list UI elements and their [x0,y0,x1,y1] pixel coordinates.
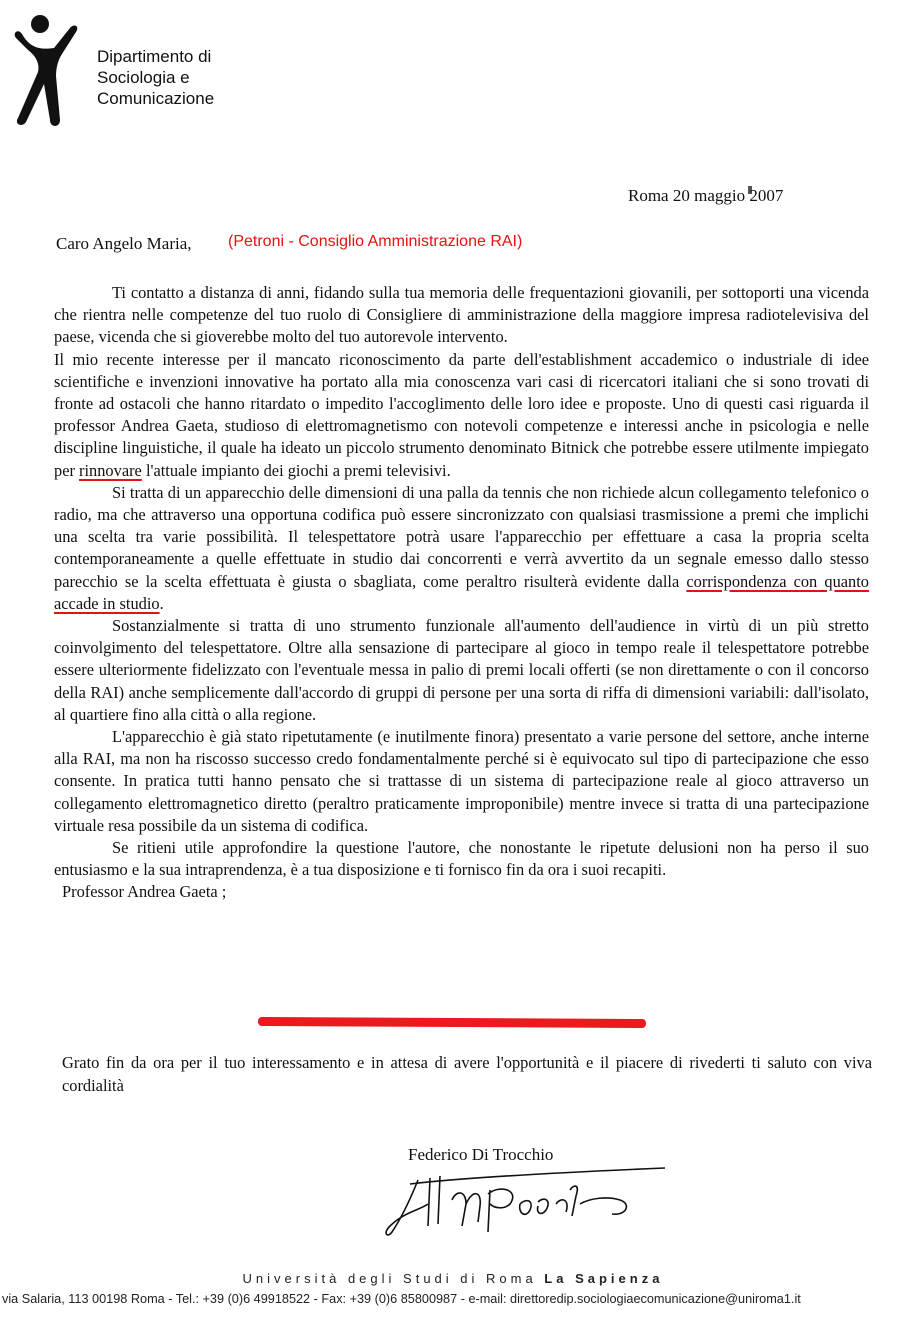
department-name [97,46,214,109]
paragraph-3-end: . [159,593,164,613]
highlight-rinnovare: rinnovare [79,460,142,480]
red-annotation: (Petroni - Consiglio Amministrazione RAI) [228,233,523,250]
department-line-2: Sociologia e [97,68,190,87]
paragraph-3-start: Si tratta di un apparecchio delle dimensioni di una palla da tennis che non richiede alcun collegamento telefonico o radio, ma che attraverso una opportuna codifica può essere sincronizzato con qualsiasi trasmissione a premi che implichi una scelta tra varie possibilità. Il telespettatore potrà usare l'apparecchio per effettuare a casa la propria scelta contemporaneamente a quelle effettuate in studio dai concorrenti e verrà avvertito da un segnale emesso dallo stesso parecchio se la scelta effettuata è giusta o sbagliata, come peraltro risulterà evidente dalla [54,482,869,591]
paragraph-1: Ti contatto a distanza di anni, fidando sulla tua memoria delle frequentazioni giovanili, per sottoporti una vicenda che rientra nelle competenze del tuo ruolo di Consigliere di amministrazione della maggiore impresa radiotelevisiva del paese, vicenda che si gioverebbe molto del tuo autorevole intervento. [54,283,869,347]
paragraph-5: L'apparecchio è già stato ripetutamente (e inutilmente finora) presentato a varie persone del settore, anche interne alla RAI, ma non ha riscosso successo credo fondamentalmente perché si è equivocato sul tipo di partecipazione che esso consente. In pratica tutti hanno pensato che si trattasse di un sistema di partecipazione reale al gioco attraverso un collegamento elettromagnetico diretto (peraltro praticamente improponibile) mentre invece si tratta di una partecipazione virtuale resa possibile da un sistema di codifica. [54,727,869,835]
letter-date: Roma 20 maggio 2007 [628,186,784,205]
paragraph-6: Se ritieni utile approfondire la questione l'autore, che nonostante le ripetute delusioni non ha perso il suo entusiasmo e la sua intraprendenza, è a tua disposizione e ti fornisco fin da ora i suoi recapiti. [54,838,869,880]
paragraph-2-start: Il mio recente interesse per il mancato riconoscimento da parte dell'establishment accademico o industriale di idee scientifiche e invenzioni innovative ha portato alla mia conoscenza vari casi di ricercatori italiani che si sono trovati di fronte ad ostacoli che hanno ritardato o impedito l'accoglimento delle loro idee e proposte. Uno di questi casi riguarda il professor Andrea Gaeta, studioso di elettromagnetismo con notevoli competenze e interessi anche in psicologia e nelle discipline linguistiche, il quale ha ideato un piccolo strumento denominato Bitnick che potrebbe essere utilmente impiegato per [54,349,869,480]
letter-body [54,282,869,904]
redaction-bar [258,1017,646,1028]
contact-line [62,881,869,903]
footer-address: via Salaria, 113 00198 Roma - Tel.: +39 (0)6 49918522 - Fax: +39 (0)6 85800987 - e-mail: direttoredip.sociologiaecomunicazione@uniroma1.it [2,1292,801,1306]
highlight-corrispondenza: corrispondenza con quanto accade in studio [54,571,869,613]
university-name [0,1271,906,1286]
stick-figure-logo-icon [10,8,92,130]
department-line-1: Dipartimento di [97,47,212,66]
paragraph-3 [54,482,869,615]
paragraph-2-end: l'attuale impianto dei giochi a premi televisivi. [141,460,451,480]
salutation: Caro Angelo Maria, [56,234,192,253]
university-name-part2: La Sapienza [544,1271,664,1286]
handwritten-signature [370,1160,680,1240]
department-line-3: Comunicazione [97,89,215,108]
paragraph-4: Sostanzialmente si tratta di uno strumento funzionale all'aumento dell'audience in virtù di un più stretto coinvolgimento del telespettatore. Oltre alla sensazione di partecipare al gioco in tempo reale il telespettatore potrebbe essere ulteriormente fidelizzato con l'eventuale messa in palio di premi locali offerti (se non direttamente o con il concorso della RAI) anche semplicemente dall'accordo di gruppi di persone per una sorta di riffa di dimensioni variabili: dall'isolato, al quartiere fino alla città o alla regione. [54,616,869,724]
signer-name: Federico Di Trocchio [408,1145,554,1164]
university-name-part1: Università degli Studi di Roma [242,1271,545,1286]
paragraph-2 [54,349,869,482]
closing-paragraph: Grato fin da ora per il tuo interessamento e in attesa di avere l'opportunità e il piacere di rivederti ti saluto con viva cordialità [62,1053,872,1095]
contact-name: Professor Andrea Gaeta ; [62,882,227,902]
